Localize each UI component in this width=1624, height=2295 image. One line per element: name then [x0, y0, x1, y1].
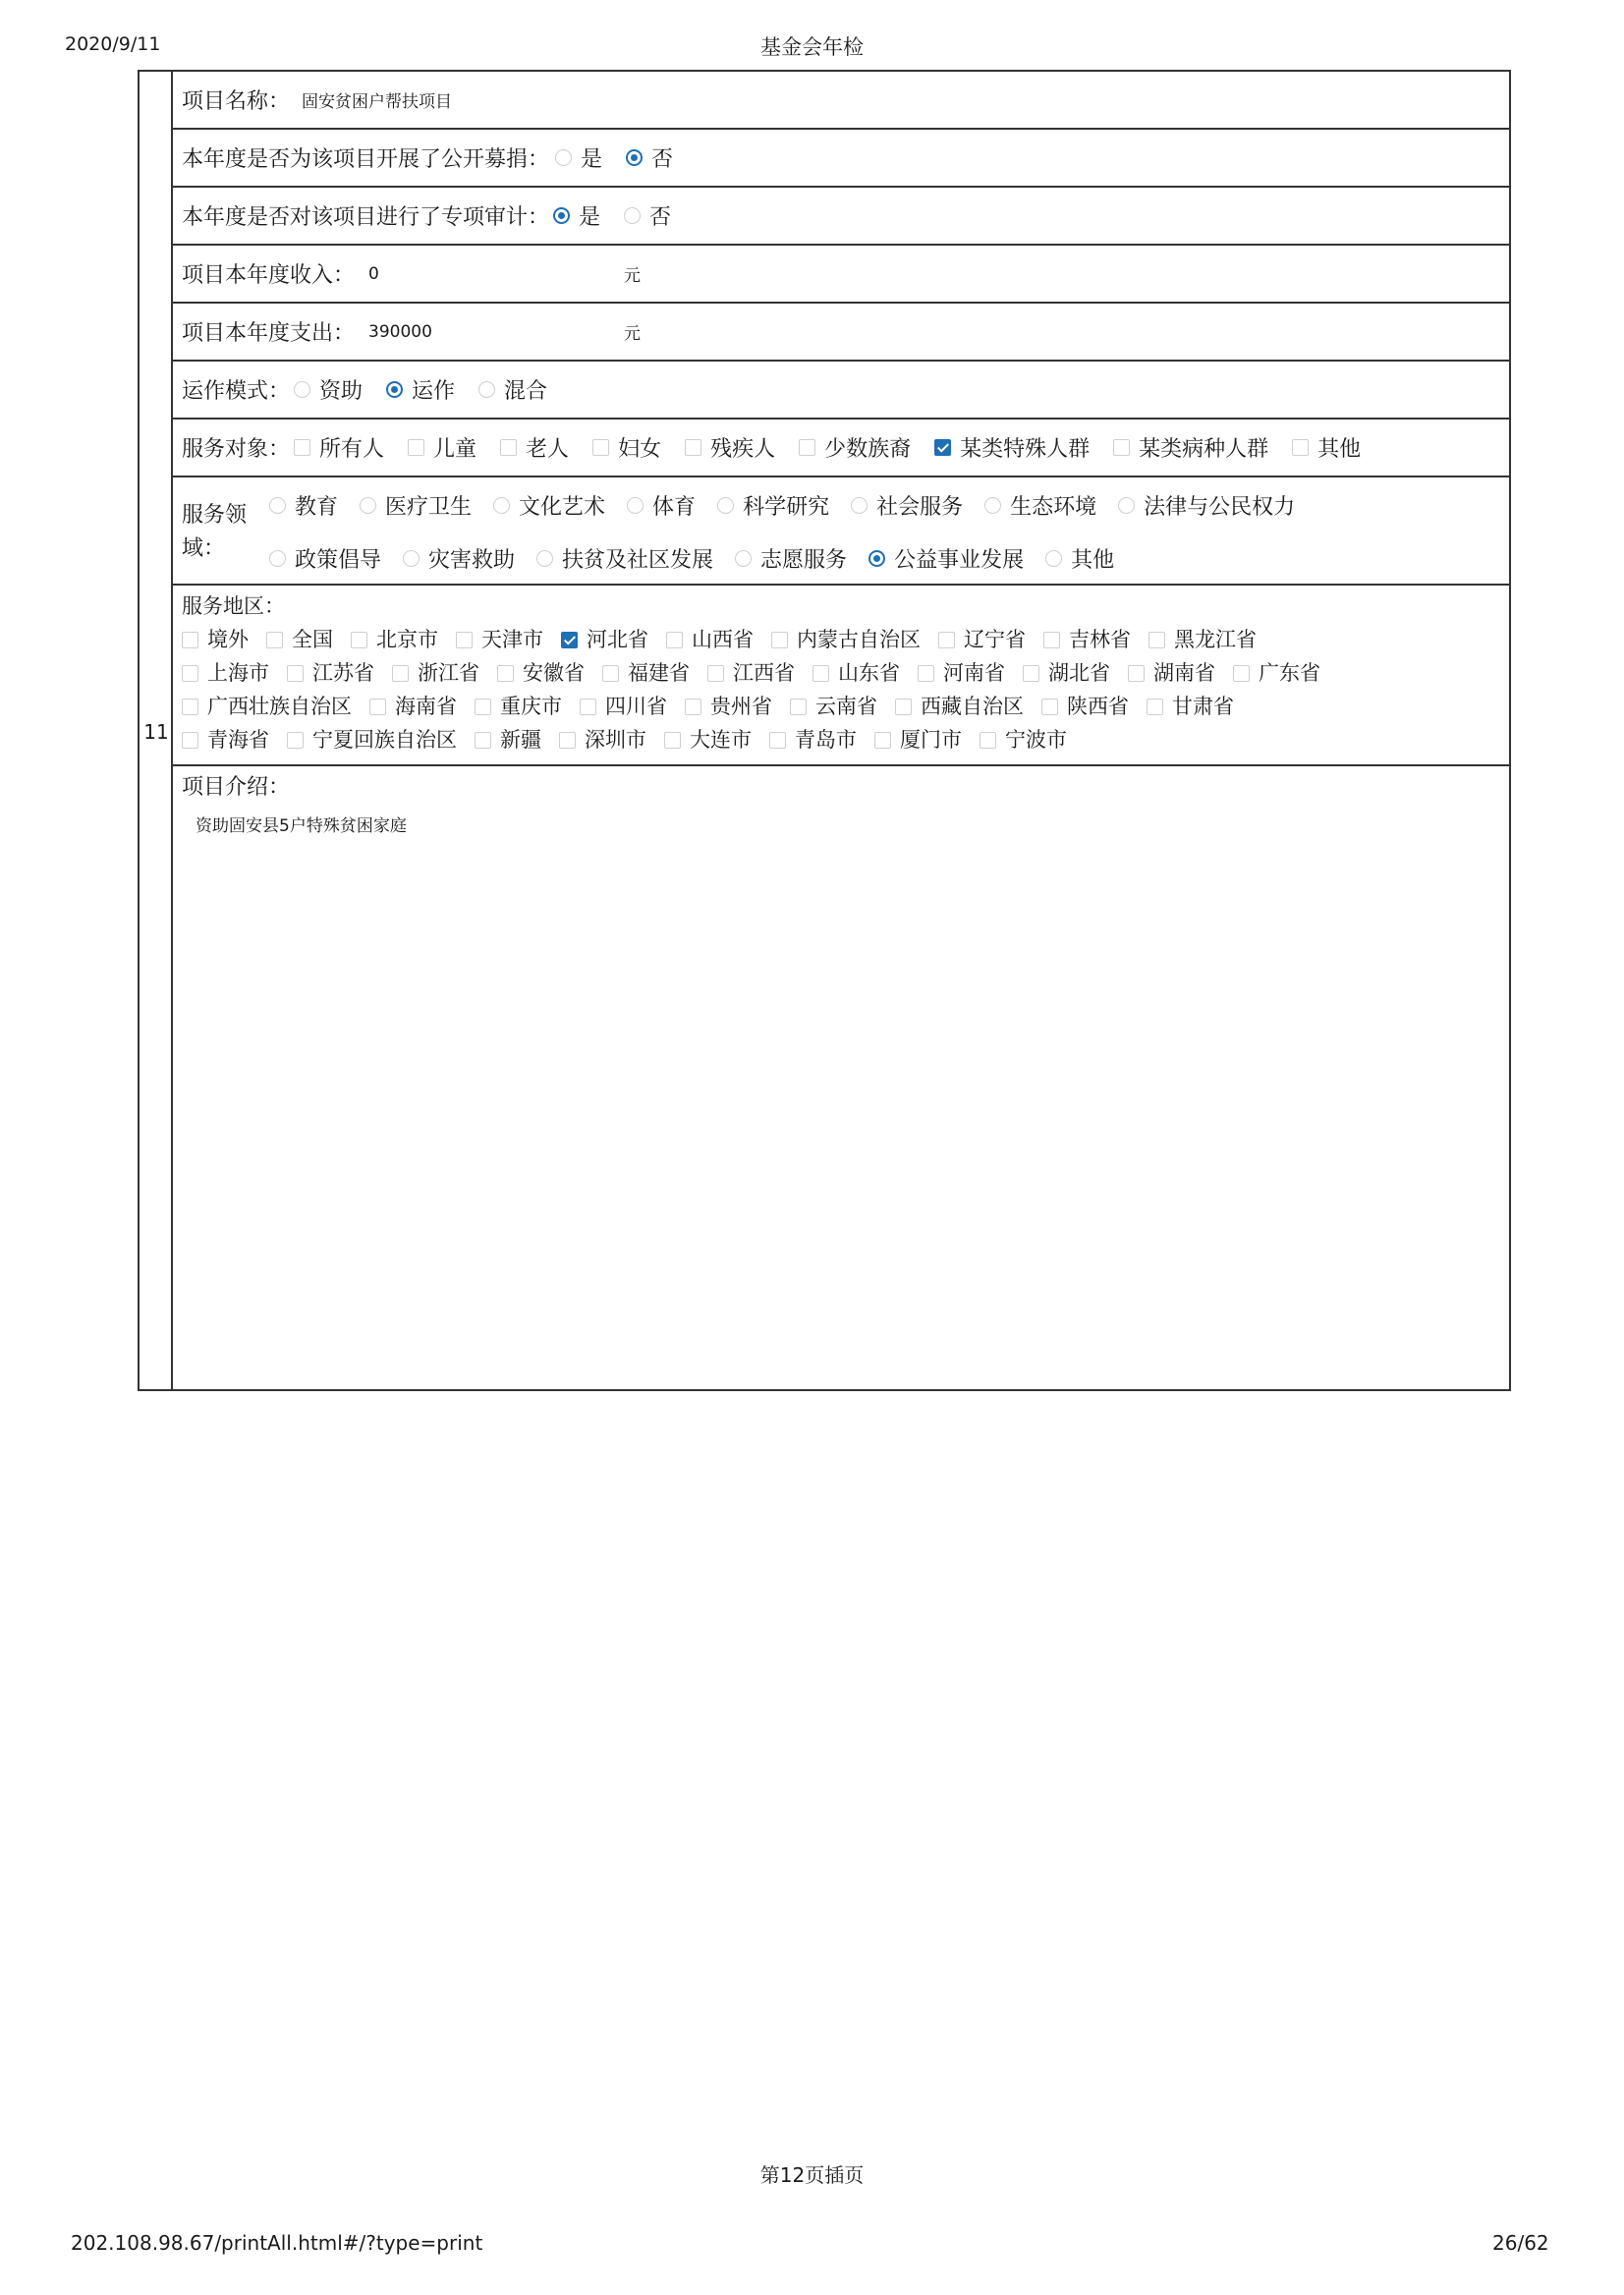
region-2-0-option[interactable]	[182, 690, 352, 723]
region-1-8-text: 湖北省	[1048, 661, 1110, 685]
field-a2-text: 文化艺术	[519, 494, 606, 520]
region-1-9-text: 湖南省	[1153, 661, 1215, 685]
region-0-4-text: 河北省	[587, 628, 648, 651]
target-3-checkbox[interactable]	[592, 439, 609, 456]
region-2-7-checkbox[interactable]	[1041, 699, 1058, 715]
field-b4-option[interactable]	[868, 543, 1024, 574]
income-row	[173, 246, 1511, 304]
row-number-column	[140, 72, 173, 1389]
audit-row	[173, 188, 1511, 246]
region-3-4-text: 大连市	[690, 728, 752, 752]
field-a4-radio[interactable]	[717, 497, 734, 514]
insert-page-note: 第12页插页	[759, 2163, 865, 2187]
region-0-8-option[interactable]	[1043, 623, 1131, 656]
region-0-2-checkbox[interactable]	[351, 632, 367, 648]
region-1-7-option[interactable]	[918, 656, 1005, 690]
region-3-0-checkbox[interactable]	[182, 732, 198, 749]
target-5-checkbox[interactable]	[799, 439, 815, 456]
region-1-2-option[interactable]	[392, 656, 479, 690]
target-2-text: 老人	[526, 437, 570, 462]
mode-operate-text: 运作	[412, 379, 456, 404]
field-b5-option[interactable]	[1045, 543, 1114, 574]
field-a5-text: 社会服务	[876, 494, 964, 520]
intro-row	[173, 766, 1511, 1391]
region-0-9-text: 黑龙江省	[1174, 628, 1257, 651]
region-3-7-option[interactable]	[980, 723, 1067, 756]
region-1-6-checkbox[interactable]	[812, 665, 829, 682]
region-1-8-option[interactable]	[1023, 656, 1110, 690]
fundraising-yes-radio[interactable]	[555, 149, 572, 166]
target-2-checkbox[interactable]	[500, 439, 517, 456]
target-3-option[interactable]	[592, 432, 661, 463]
region-row	[173, 586, 1511, 766]
region-line	[182, 623, 1511, 656]
target-8-text: 其他	[1317, 437, 1362, 462]
field-a3-text: 体育	[652, 494, 697, 520]
expense-value: 390000	[368, 321, 432, 342]
region-2-5-option[interactable]	[790, 690, 877, 723]
region-1-0-text: 上海市	[207, 661, 269, 685]
region-0-1-text: 全国	[292, 628, 333, 651]
region-0-3-text: 天津市	[481, 628, 543, 651]
field-a4-text: 科学研究	[743, 494, 830, 520]
region-2-3-checkbox[interactable]	[580, 699, 596, 715]
region-2-8-text: 甘肃省	[1172, 695, 1234, 718]
region-2-0-checkbox[interactable]	[182, 699, 198, 715]
income-value: 0	[368, 263, 379, 284]
target-8-option[interactable]	[1292, 432, 1361, 463]
region-2-1-option[interactable]	[369, 690, 457, 723]
region-1-1-option[interactable]	[287, 656, 374, 690]
region-3-6-checkbox[interactable]	[874, 732, 891, 749]
project-form	[138, 70, 1511, 1391]
project-name-row	[173, 72, 1511, 130]
region-1-5-option[interactable]	[707, 656, 795, 690]
income-label: 项目本年度收入：	[182, 263, 356, 288]
region-1-0-option[interactable]	[182, 656, 269, 690]
region-0-0-text: 境外	[207, 628, 249, 651]
target-3-text: 妇女	[618, 437, 662, 462]
region-1-9-checkbox[interactable]	[1128, 665, 1145, 682]
region-1-2-checkbox[interactable]	[392, 665, 409, 682]
field-b3-text: 志愿服务	[760, 547, 848, 573]
fundraising-no-radio[interactable]	[626, 149, 643, 166]
field-b0-option[interactable]	[269, 543, 381, 574]
region-0-0-checkbox[interactable]	[182, 632, 198, 648]
field-a7-text: 法律与公民权力	[1144, 494, 1296, 520]
region-3-5-checkbox[interactable]	[769, 732, 786, 749]
region-1-8-checkbox[interactable]	[1023, 665, 1039, 682]
target-label: 服务对象：	[182, 437, 291, 462]
region-2-4-option[interactable]	[685, 690, 772, 723]
region-1-1-text: 江苏省	[312, 661, 374, 685]
print-url: 202.108.98.67/printAll.html#/?type=print	[71, 2231, 483, 2255]
field-b4-radio[interactable]	[868, 550, 885, 567]
region-1-3-checkbox[interactable]	[497, 665, 514, 682]
region-3-1-checkbox[interactable]	[287, 732, 304, 749]
expense-unit: 元	[624, 324, 642, 344]
region-2-7-text: 陕西省	[1067, 695, 1129, 718]
field-b2-text: 扶贫及社区发展	[562, 547, 714, 573]
target-row	[173, 420, 1511, 477]
target-2-option[interactable]	[500, 432, 569, 463]
field-a7-radio[interactable]	[1118, 497, 1135, 514]
region-1-9-option[interactable]	[1128, 656, 1215, 690]
region-3-2-text: 新疆	[500, 728, 541, 752]
target-4-option[interactable]	[685, 432, 775, 463]
audit-no-text: 否	[649, 205, 672, 230]
region-1-10-option[interactable]	[1233, 656, 1320, 690]
region-1-4-option[interactable]	[602, 656, 690, 690]
mode-operate-radio[interactable]	[386, 381, 403, 398]
field-a1-radio[interactable]	[360, 497, 376, 514]
target-6-option[interactable]	[934, 432, 1090, 463]
audit-yes-option[interactable]	[553, 200, 600, 231]
target-4-checkbox[interactable]	[685, 439, 701, 456]
field-a0-text: 教育	[295, 494, 339, 520]
region-1-6-option[interactable]	[812, 656, 900, 690]
field-b1-radio[interactable]	[403, 550, 420, 567]
field-a3-option[interactable]	[627, 490, 696, 521]
field-b0-text: 政策倡导	[295, 547, 382, 573]
region-0-3-checkbox[interactable]	[456, 632, 473, 648]
field-a1-text: 医疗卫生	[385, 494, 473, 520]
fundraising-yes-text: 是	[581, 147, 603, 172]
region-2-1-text: 海南省	[395, 695, 457, 718]
field-a6-option[interactable]	[984, 490, 1096, 521]
field-b2-radio[interactable]	[536, 550, 553, 567]
target-0-text: 所有人	[319, 437, 385, 462]
region-1-1-checkbox[interactable]	[287, 665, 304, 682]
region-0-6-checkbox[interactable]	[771, 632, 788, 648]
region-1-5-checkbox[interactable]	[707, 665, 724, 682]
page-counter: 26/62	[1492, 2231, 1549, 2255]
field-b0-radio[interactable]	[269, 550, 286, 567]
print-date: 2020/9/11	[65, 33, 161, 55]
field-a2-radio[interactable]	[493, 497, 510, 514]
region-0-7-option[interactable]	[938, 623, 1026, 656]
region-0-1-option[interactable]	[266, 623, 333, 656]
region-1-10-checkbox[interactable]	[1233, 665, 1250, 682]
field-a4-option[interactable]	[717, 490, 829, 521]
region-2-0-text: 广西壮族自治区	[207, 695, 352, 718]
fundraising-label: 本年度是否为该项目开展了公开募捐：	[182, 147, 550, 172]
region-3-1-text: 宁夏回族自治区	[312, 728, 457, 752]
region-3-0-text: 青海省	[207, 728, 269, 752]
field-a6-text: 生态环境	[1010, 494, 1097, 520]
region-0-7-checkbox[interactable]	[938, 632, 955, 648]
target-0-option[interactable]	[294, 432, 384, 463]
field-b5-radio[interactable]	[1045, 550, 1062, 567]
region-1-6-text: 山东省	[838, 661, 900, 685]
mode-row	[173, 362, 1511, 420]
region-0-5-option[interactable]	[666, 623, 754, 656]
audit-label: 本年度是否对该项目进行了专项审计：	[182, 205, 550, 230]
region-3-4-checkbox[interactable]	[664, 732, 681, 749]
region-2-1-checkbox[interactable]	[369, 699, 386, 715]
field-label	[182, 499, 247, 566]
region-line	[182, 723, 1511, 756]
region-2-5-text: 云南省	[815, 695, 877, 718]
field-a3-radio[interactable]	[627, 497, 644, 514]
region-3-6-option[interactable]	[874, 723, 962, 756]
region-0-9-checkbox[interactable]	[1148, 632, 1165, 648]
region-line	[182, 690, 1511, 723]
target-1-checkbox[interactable]	[408, 439, 424, 456]
page-title: 基金会年检	[760, 35, 864, 59]
target-6-text: 某类特殊人群	[960, 437, 1091, 462]
target-7-option[interactable]	[1113, 432, 1268, 463]
target-6-checkbox[interactable]	[934, 439, 951, 456]
target-8-checkbox[interactable]	[1292, 439, 1309, 456]
region-1-3-text: 安徽省	[523, 661, 585, 685]
region-1-10-text: 广东省	[1259, 661, 1320, 685]
region-0-9-option[interactable]	[1148, 623, 1257, 656]
region-1-7-text: 河南省	[943, 661, 1005, 685]
mode-mixed-radio[interactable]	[478, 381, 495, 398]
region-0-8-checkbox[interactable]	[1043, 632, 1060, 648]
fundraising-row	[173, 130, 1511, 188]
region-2-6-text: 西藏自治区	[921, 695, 1024, 718]
region-2-6-checkbox[interactable]	[895, 699, 912, 715]
field-b1-text: 灾害救助	[428, 547, 516, 573]
target-7-checkbox[interactable]	[1113, 439, 1130, 456]
region-3-1-option[interactable]	[287, 723, 457, 756]
region-3-4-option[interactable]	[664, 723, 752, 756]
region-2-2-checkbox[interactable]	[475, 699, 491, 715]
intro-value: 资助固安县5户特殊贫困家庭	[196, 816, 407, 836]
field-options-row1	[269, 487, 1295, 523]
target-5-option[interactable]	[799, 432, 911, 463]
mode-option-operate[interactable]	[386, 374, 455, 405]
region-grid	[182, 623, 1511, 756]
region-1-5-text: 江西省	[733, 661, 795, 685]
region-2-6-option[interactable]	[895, 690, 1024, 723]
region-0-2-option[interactable]	[351, 623, 438, 656]
audit-yes-text: 是	[579, 205, 601, 230]
region-1-2-text: 浙江省	[418, 661, 479, 685]
target-1-text: 儿童	[433, 437, 477, 462]
region-0-6-text: 内蒙古自治区	[797, 628, 921, 651]
region-3-5-option[interactable]	[769, 723, 857, 756]
region-0-7-text: 辽宁省	[964, 628, 1026, 651]
audit-no-radio[interactable]	[624, 207, 641, 224]
fundraising-yes-option[interactable]	[555, 142, 602, 173]
audit-yes-radio[interactable]	[553, 207, 570, 224]
region-0-3-option[interactable]	[456, 623, 543, 656]
field-label-line2: 域：	[182, 536, 226, 561]
region-2-2-option[interactable]	[475, 690, 562, 723]
target-0-checkbox[interactable]	[294, 439, 310, 456]
field-b5-text: 其他	[1071, 547, 1115, 573]
region-3-2-checkbox[interactable]	[475, 732, 491, 749]
region-2-4-checkbox[interactable]	[685, 699, 701, 715]
region-2-8-checkbox[interactable]	[1147, 699, 1163, 715]
region-2-8-option[interactable]	[1147, 690, 1234, 723]
intro-label: 项目介绍：	[182, 775, 291, 800]
mode-option-grant[interactable]	[294, 374, 363, 405]
income-unit: 元	[624, 266, 642, 286]
expense-label: 项目本年度支出：	[182, 321, 356, 346]
fundraising-no-text: 否	[651, 147, 674, 172]
mode-grant-text: 资助	[319, 379, 364, 404]
region-0-1-checkbox[interactable]	[266, 632, 283, 648]
region-3-0-option[interactable]	[182, 723, 269, 756]
region-2-5-checkbox[interactable]	[790, 699, 807, 715]
target-7-text: 某类病种人群	[1139, 437, 1269, 462]
region-3-3-text: 深圳市	[585, 728, 646, 752]
region-0-2-text: 北京市	[376, 628, 438, 651]
mode-label: 运作模式：	[182, 379, 291, 404]
mode-grant-radio[interactable]	[294, 381, 310, 398]
field-options-row2	[269, 540, 1114, 576]
mode-mixed-text: 混合	[504, 379, 548, 404]
region-3-3-option[interactable]	[559, 723, 646, 756]
field-b3-radio[interactable]	[735, 550, 752, 567]
region-0-6-option[interactable]	[771, 623, 921, 656]
region-2-3-text: 四川省	[605, 695, 667, 718]
region-0-4-option[interactable]	[561, 623, 648, 656]
region-3-7-checkbox[interactable]	[980, 732, 996, 749]
project-name-label: 项目名称：	[182, 89, 291, 114]
field-label-line1: 服务领	[182, 503, 248, 528]
region-0-5-text: 山西省	[692, 628, 754, 651]
region-0-0-option[interactable]	[182, 623, 249, 656]
field-a5-radio[interactable]	[851, 497, 868, 514]
region-1-7-checkbox[interactable]	[918, 665, 934, 682]
region-label: 服务地区：	[182, 594, 285, 618]
field-a2-option[interactable]	[493, 490, 605, 521]
region-2-2-text: 重庆市	[500, 695, 562, 718]
region-3-5-text: 青岛市	[795, 728, 857, 752]
field-a7-option[interactable]	[1118, 490, 1295, 521]
field-a6-radio[interactable]	[984, 497, 1001, 514]
region-1-0-checkbox[interactable]	[182, 665, 198, 682]
target-1-option[interactable]	[408, 432, 476, 463]
project-name-value: 固安贫困户帮扶项目	[302, 92, 453, 112]
region-1-4-text: 福建省	[628, 661, 690, 685]
region-1-3-option[interactable]	[497, 656, 585, 690]
field-row	[173, 477, 1511, 586]
region-3-3-checkbox[interactable]	[559, 732, 576, 749]
region-0-4-checkbox[interactable]	[561, 632, 578, 648]
region-2-3-option[interactable]	[580, 690, 667, 723]
target-5-text: 少数族裔	[824, 437, 912, 462]
region-0-8-text: 吉林省	[1069, 628, 1131, 651]
region-3-2-option[interactable]	[475, 723, 541, 756]
field-b2-option[interactable]	[536, 543, 713, 574]
field-b4-text: 公益事业发展	[894, 547, 1025, 573]
field-a0-radio[interactable]	[269, 497, 286, 514]
region-2-4-text: 贵州省	[710, 695, 772, 718]
region-line	[182, 656, 1511, 690]
region-3-6-text: 厦门市	[900, 728, 962, 752]
field-b1-option[interactable]	[403, 543, 515, 574]
mode-option-mixed[interactable]	[478, 374, 547, 405]
region-1-4-checkbox[interactable]	[602, 665, 619, 682]
field-a5-option[interactable]	[851, 490, 963, 521]
row-number: 11	[143, 720, 169, 744]
region-3-7-text: 宁波市	[1005, 728, 1067, 752]
audit-no-option[interactable]	[624, 200, 671, 231]
target-4-text: 残疾人	[710, 437, 776, 462]
fundraising-no-option[interactable]	[626, 142, 673, 173]
field-a0-option[interactable]	[269, 490, 338, 521]
field-a1-option[interactable]	[360, 490, 472, 521]
region-2-7-option[interactable]	[1041, 690, 1129, 723]
field-b3-option[interactable]	[735, 543, 847, 574]
region-0-5-checkbox[interactable]	[666, 632, 683, 648]
expense-row	[173, 304, 1511, 362]
form-rows	[173, 72, 1511, 1389]
